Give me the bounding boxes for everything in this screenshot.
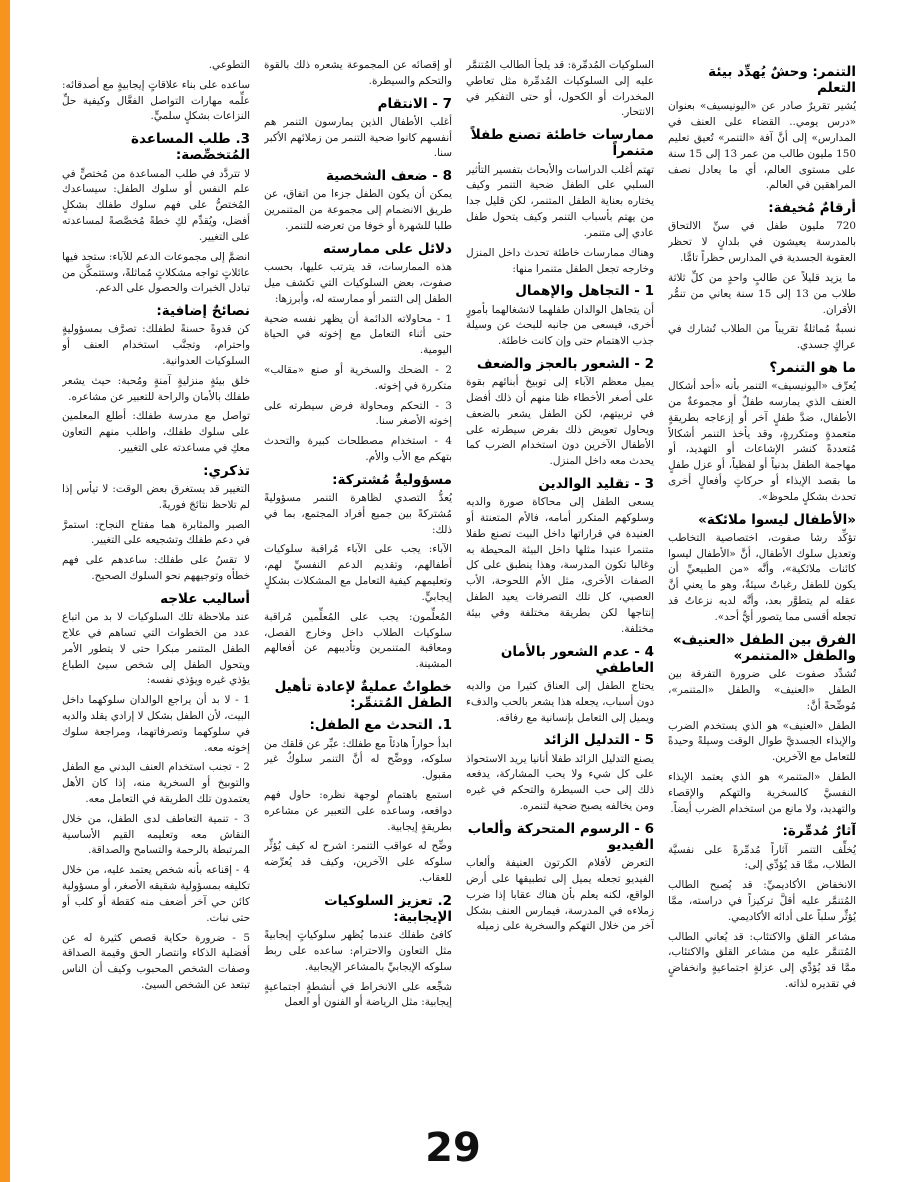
section-heading: الفرق بين الطفل «العنيف» والطفل «المتنمر» [672, 631, 856, 664]
section-heading: 4 - عدم الشعور بالأمان العاطفي [500, 643, 654, 676]
text-column [466, 58, 654, 1120]
paragraph: 3 - التحكم ومحاولة فرض سيطرته على إخوته الأصغر سنا. [264, 399, 452, 428]
paragraph: يصنع التدليل الزائد طفلا أنانيا يريد الاستحواذ على كل شيء ولا يحب المشاركة، يدفعه ذلك إلى حب السيطرة والتحكم في غيره ومن يخالفه يصبح ضحية لتنمره. [466, 752, 654, 812]
paragraph: وضِّح له عواقب التنمر: اشرح له كيف يُؤثِّر سلوكه على الآخرين، وكيف قد يُعرِّضه للعقاب. [264, 840, 452, 884]
section-heading: 2. تعزيز السلوكيات الإيجابية: [324, 892, 452, 925]
section-heading: نصائحٌ إضافية: [156, 303, 250, 320]
paragraph: كن قدوةً حسنةً لطفلك: تصرَّف بمسؤوليةٍ واحترام، وتجنَّب استخدام العنف أو السلوكيات العدوانية. [62, 323, 250, 367]
section-heading: 3. طلب المساعدة المُتخصِّصة: [131, 131, 250, 164]
paragraph: التغيير قد يستغرق بعض الوقت: لا تيأس إذا لم تلاحظ نتائجَ فوريةً. [62, 483, 250, 511]
paragraph: التطوعي. [208, 59, 250, 71]
section-heading: أساليب علاجه [160, 590, 250, 607]
section-heading: 8 - ضعف الشخصية [325, 168, 452, 185]
paragraph: عند ملاحظة تلك السلوكيات لا بد من اتباع عدد من الخطوات التي تساهم في علاج الطفل المتنمر مبكرا حتى لا يتطور الأمر ويتحول الطفل إلى شخص سيئ الطباع يؤذي غيره ويؤذي نفسه: [62, 611, 250, 687]
paragraph: أغلب الأطفال الذين يمارسون التنمر هم أنفسهم كانوا ضحية التنمر من زملائهم الأكبر سنا. [264, 115, 452, 160]
paragraph: 2 - الضحك والسخرية أو صنع «مقالب» متكررة في إخوته. [264, 363, 452, 392]
paragraph: يميل معظم الآباء إلى توبيخ أبنائهم بقوة على أصغر الأخطاء ظنا منهم أن ذلك أفضل في تربيتهم، لكن الطفل يشعر بالضعف ويحاول تعويض ذلك بفرض سيطرته على الأطفال الآخرين دون استخدام الضرب كما يحدث معه داخل المنزل. [466, 376, 654, 468]
paragraph: الصبر والمثابرة هما مفتاح النجاح: استمرَّ في دعم طفلك وتشجيعه على التغيير. [62, 518, 250, 547]
section-heading: 5 - التدليل الزائد [543, 732, 654, 749]
paragraph: وهناك ممارسات خاطئة تحدث داخل المنزل وخارجه تجعل الطفل متنمرا منها: [466, 246, 654, 275]
paragraph: يُعرِّف «اليونيسيف» التنمر بأنه «أحد أشكال العنف الذي يمارسه طفلٌ أو مجموعةٌ من الأطفال، ضدَّ طفلٍ آخر أو إزعاجه بطريقةٍ متعمدةٍ ومتكررةٍ، وقد يأخذ التنمر أشكالاً مُتعددةً كنشر الإشاعات أو التهديد، أو مهاجمة الطفل بدنياً أو لفظياً، أو عزل طفلٍ ما بقصد الإيذاء أو حركاتٍ وأفعالٍ أخرى تحدث بشكلٍ ملحوظ». [668, 380, 856, 503]
paragraph: ابدأ حواراً هادئاً مع طفلك: عبِّر عن قلقك من سلوكه، ووضِّح له أنَّ التنمر سلوكٌ غير مقبول. [264, 737, 452, 782]
paragraph: تؤكِّد رشا صفوت، اختصاصية التخاطب وتعديل سلوك الأطفال، أنَّ «الأطفال ليسوا كائنات ملائكية»، وأنَّه «من الطبيعيِّ أن يكون للطفل رغباتٌ سيئةٌ، وهو ما يعني أنَّ عقله لم يتطوَّر بعد، وأنَّه لديه نزعاتٌ قد تجعله أقسى مما يتصور أيُّ أحد». [668, 531, 856, 623]
paragraph: 720 مليون طفل في سنِّ الالتحاق بالمدرسة يعيشون في بلدانٍ لا تحظر العقوبة الجسدية في المدارس حظراً تامًّا. [668, 220, 856, 265]
section-heading: ممارسات خاطئة تصنع طفلاً متنمراً [470, 127, 654, 160]
paragraph: 1 - لا بد أن يراجع الوالدان سلوكهما داخل البيت، لأن الطفل بشكل لا إرادي يقلد والديه في سلوكهما وتصرفاتهما، ومراجعة سلوك إخوته معه. [62, 694, 250, 754]
paragraph: الآباء: يجب على الآباء مُراقبة سلوكيات أطفالهم، وتقديم الدعم النفسيِّ لهم، وتعليمهم كيفية التعامل مع المشكلات بشكلٍ إيجابيٍّ. [264, 543, 452, 603]
paragraph: خلق بيئةٍ منزليةٍ آمنةٍ ومُحبة: حيث يشعر طفلك بالأمان والراحة للتعبير عن مشاعره. [62, 374, 250, 403]
paragraph: 1 - محاولاته الدائمة أن يظهر نفسه ضحية حتى أثناء التعامل مع إخوته في الحياة اليومية. [264, 312, 452, 357]
paragraph: 4 - استخدام مصطلحات كبيرة والتحدث بتهكم مع الأب والأم. [264, 435, 452, 463]
paragraph: 4 - إقناعه بأنه شخص يعتمد عليه، من خلال تكليفه بمسؤولية شقيقه الأصغر، أو مسؤولية كائن حي آخر أضعف منه كقطة أو كلب أو حتى نبات. [62, 864, 250, 924]
section-heading: 1 - التجاهل والإهمال [515, 283, 654, 300]
paragraph: الطفل «المتنمر» هو الذي يعتمد الإيذاء النفسيَّ كالسخرية والتهكم والإقصاء والتهديد، ولا مانع من استخدام الضرب أيضاً. [668, 770, 856, 815]
text-column [668, 58, 856, 1120]
accent-bar [0, 0, 10, 1182]
section-heading: مسؤوليةٌ مُشتركة: [332, 471, 452, 488]
paragraph: لا تتردَّد في طلب المساعدة من مُختصٍّ في علم النفس أو سلوك الطفل: سيساعدك المُختصُّ على فهم سلوك طفلك بشكلٍ أفضل، ويُقدِّم لكِ خطةً مُخصَّصةً لمساعدته على التغيير. [62, 167, 250, 243]
paragraph: تواصل مع مدرسة طفلك: أطلع المعلمين على سلوك طفلك، واطلب منهم التعاون معكِ في مساعدته على التغيير. [62, 410, 250, 454]
paragraph: الانخفاض الأكاديميِّ: قد يُصبح الطالب المُتنمَّر عليه أقلَّ تركيزاً في دراسته، ممَّا يُؤثِّر سلباً على أدائه الأكاديمي. [668, 879, 856, 923]
section-heading: التنمر: وحشٌ يُهدِّد بيئة التعلم [708, 64, 856, 97]
section-heading: 1. التحدث مع الطفل: [309, 717, 452, 734]
paragraph: استمع باهتمامٍ لوجهة نظره: حاول فهم دوافعه، وساعده على التعبير عن مشاعره بطريقةٍ إيجابية. [264, 788, 452, 833]
paragraph: هذه الممارسات، قد يترتب عليها، بحسب صفوت، بعض السلوكيات التي تكشف ميل الطفل إلى التنمر أو ممارسته له، وأبرزها: [264, 261, 452, 305]
page-number: 29 [425, 1125, 481, 1171]
paragraph: ساعده على بناء علاقاتٍ إيجابيةٍ مع أصدقائه: علِّمه مهارات التواصل الفعَّال وكيفية حلِّ النزاعات بشكلٍ سلميٍّ. [62, 78, 250, 123]
section-heading: 7 - الانتقام [377, 95, 452, 112]
paragraph: التعرض لأفلام الكرتون العنيفة وألعاب الفيديو تجعله يميل إلى تطبيقها على أرض الواقع، لكنه يعلم بأن هناك عقابا إذا ضرب زملاءه في المدرسة، فيمارس العنف بشكل آخر من خلال التهكم والسخرية على زميله [466, 857, 654, 933]
paragraph: تهتم أغلب الدراسات والأبحاث بتفسير التأثير السلبي على الطفل ضحية التنمر وكيف يختاره بعناية الطفل المتنمر، لكن قليل جدا من يهتم بأسباب التنمر وكيف يتحول طفل عادي إلى متنمر. [466, 163, 654, 239]
section-heading: أرقامٌ مُخيفة: [768, 200, 856, 217]
paragraph: أن يتجاهل الوالدان طفلهما لانشغالهما بأمورٍ أخرى، فيسعى من جانبه للبحث عن وسيلة جذب الاهتمام حتى وإن كانت خاطئة. [466, 303, 654, 348]
paragraph: ما يزيد قليلاً عن طالبٍ واحدٍ من كلِّ ثلاثة طلاب من 13 إلى 15 سنة يعاني من تنمُّر الأقران. [668, 271, 856, 316]
paragraph: مشاعر القلق والاكتئاب: قد يُعاني الطالب المُتنمَّر عليه من مشاعر القلق والاكتئاب، ممَّا قد يُؤدِّي إلى عزلةٍ اجتماعيةٍ وانخفاضٍ في تقديره لذاته. [668, 930, 856, 991]
paragraph: أو إقصائه عن المجموعة يشعره ذلك بالقوة والتحكم والسيطرة. [264, 59, 452, 87]
paragraph: المُعلِّمون: يجب على المُعلِّمين مُراقبة سلوكيات الطلاب داخل وخارج الفصل، ومعاقبة المتنمرين وتأديبهم عن أفعالهم المشينة. [264, 610, 452, 671]
section-heading: دلائل على ممارسته [322, 240, 452, 257]
paragraph: تُشدِّد صفوت على ضرورة التفرقة بين الطفل «العنيف» والطفل «المتنمر»، مُوضِّحةً أنَّ: [668, 668, 856, 712]
paragraph: نسبةٌ مُماثلةٌ تقريباً من الطلاب تُشارك في عراكٍ جسدي. [668, 323, 856, 352]
article-body [62, 58, 856, 1120]
paragraph: يُخلِّف التنمر آثاراً مُدمِّرةً على نفسيَّة الطلاب، ممَّا قد يُؤدِّي إلى: [668, 843, 856, 872]
paragraph: الطفل «العنيف» هو الذي يستخدم الضرب والإيذاء الجسديَّ طوال الوقت وسيلةً وحيدةً للتعامل مع الآخرين. [668, 719, 856, 764]
section-heading: ما هو التنمر؟ [769, 359, 856, 376]
section-heading: «الأطفال ليسوا ملائكة» [698, 511, 856, 528]
section-heading: آثارٌ مُدمِّرة: [782, 823, 856, 840]
section-heading: 6 - الرسوم المتحركة وألعاب الفيديو [467, 820, 654, 853]
paragraph: 5 - ضرورة حكاية قصص كثيرة له عن أفضلية الذكاء وانتصار الحق وقيمة الصداقة وصفات الشخص المحبوب وكيف أن الناس تبتعد عن الشخص السيئ. [62, 931, 250, 991]
paragraph: يُشير تقريرٌ صادر عن «اليونيسيف» بعنوان «درس يومي.. القضاء على العنف في المدارس» إلى أنَّ آفة «التنمر» تُعيق تعليم 150 مليون طالب من عمر 13 إلى 15 سنة على مستوى العالم، أي ما يعادل نصف المراهقين في العالم. [668, 100, 856, 192]
paragraph: يسعى الطفل إلى محاكاة صورة والديه وسلوكهم المتكرر أمامه، فالأم المتعنتة أو العنيدة في قراراتها داخل البيت تصنع طفلا متنمرا عنيدا مثلها داخل البيئة المحيطة به وغالبا تكون المدرسة، وهذا ينطبق على كل الصفات الأخرى، مثل الأم اللحوحة، الأب العصبي، كل تلك التصرفات يعيد الطفل إنتاجها لكن بطريقة مختلفة وفي بيئة مختلفة. [466, 496, 654, 635]
paragraph: يمكن أن يكون الطفل جزءا من اتفاق، عن طريق الانضمام إلى مجموعة من المتنمرين طلبا للشهرة أو خوفا من تعرضه للتنمر. [264, 188, 452, 233]
paragraph: يُعدُّ التصدي لظاهرة التنمر مسؤوليةً مُشتركةً بين جميع أفراد المجتمع، بما في ذلك: [264, 492, 452, 536]
paragraph: شجِّعه على الانخراط في أنشطةٍ اجتماعيةٍ إيجابية: مثل الرياضة أو الفنون أو العمل [264, 980, 452, 1009]
section-heading: تذكري: [203, 462, 250, 479]
paragraph: 2 - تجنب استخدام العنف البدني مع الطفل والتوبيخ أو السخرية منه، إذا كان الأهل يعتمدون تلك الطريقة في التعامل معه. [62, 761, 250, 805]
section-heading: 3 - تقليد الوالدين [538, 476, 654, 492]
paragraph: كافئ طفلك عندما يُظهر سلوكياتٍ إيجابيةً مثل التعاون والاحترام: ساعده على ربط سلوكه الإيجابيِّ بالمشاعر الإيجابية. [264, 929, 452, 973]
section-heading: خطواتٌ عمليةٌ لإعادة تأهيل الطفل المُتنمِّر: [274, 678, 452, 712]
paragraph: لا تقسُ على طفلك: ساعدهم على فهم خطأه وتوجيههم نحو السلوك الصحيح. [62, 554, 250, 583]
paragraph: السلوكيات المُدمِّرة: قد يلجأ الطالب المُتنمَّر عليه إلى السلوكيات المُدمِّرة مثل تعاطي المخدرات أو الكحول، أو حتى التفكير في الانتحار. [466, 59, 654, 119]
section-heading: 2 - الشعور بالعجز والضعف [476, 355, 654, 372]
text-column [264, 58, 452, 1120]
paragraph: 3 - تنمية التعاطف لدى الطفل، من خلال النقاش معه وتعليمه القيم الأساسية المرتبطة بالرحمة والتسامح والصداقة. [62, 812, 250, 857]
paragraph: يحتاج الطفل إلى العناق كثيرا من والديه دون أسباب، يجعله هذا يشعر بالحب والدفء ويميل إلى التعامل بإنسانية مع رفاقه. [466, 679, 654, 724]
text-column [62, 58, 250, 1120]
paragraph: انضمَّ إلى مجموعات الدعم للآباء: ستجد فيها عائلاتٍ تواجه مشكلاتٍ مُماثلةً، وستتمكَّن من تبادل الخبرات والحصول على الدعم. [62, 250, 250, 295]
